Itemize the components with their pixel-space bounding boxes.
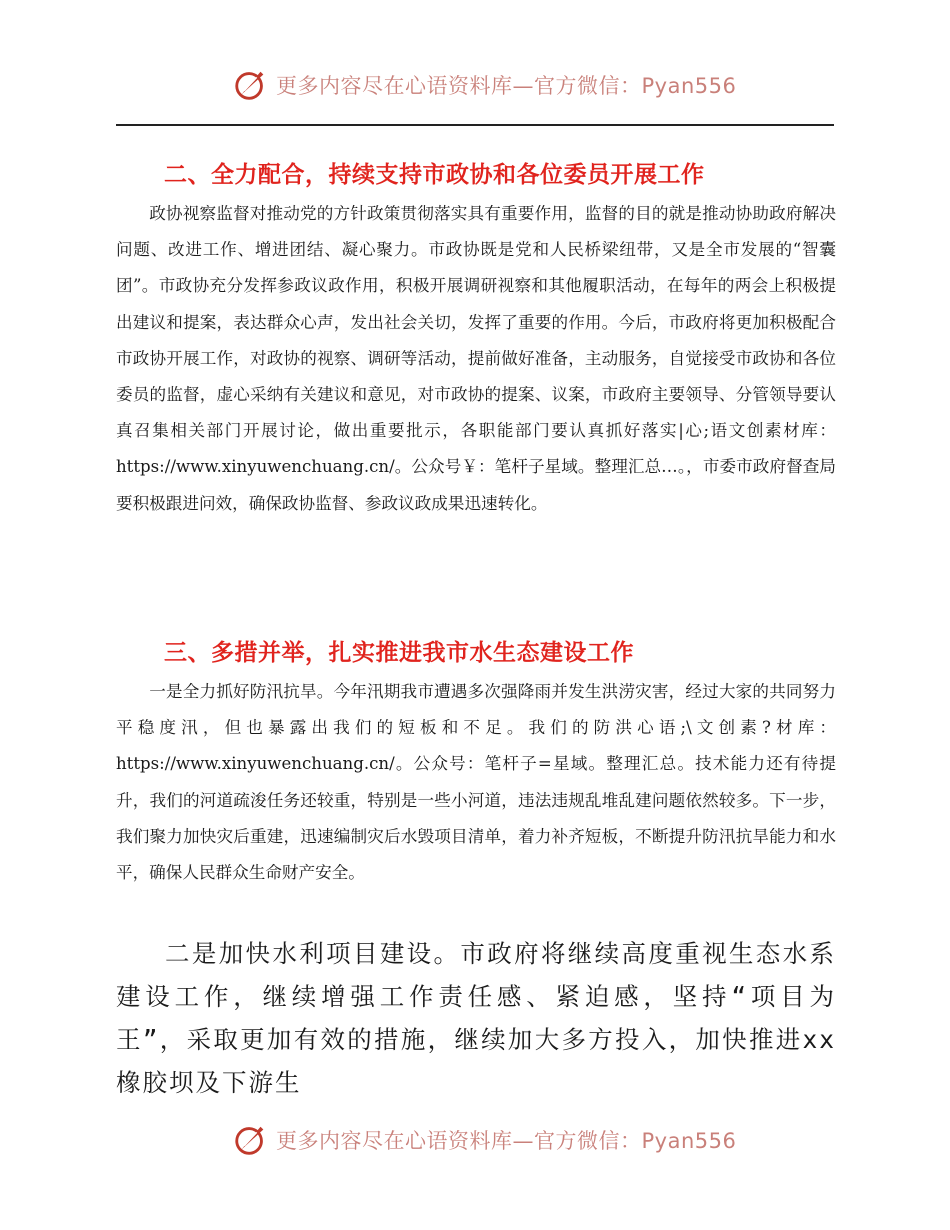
feather-circle-logo-icon: [232, 66, 270, 104]
header-banner-text: 更多内容尽在心语资料库—官方微信：Pyan556: [276, 74, 737, 98]
section-heading-2: 二、全力配合，持续支持市政协和各位委员开展工作: [164, 162, 705, 188]
section-3-paragraph-1: 一是全力抓好防汛抗旱。今年汛期我市遭遇多次强降雨并发生洪涝灾害，经过大家的共同努力平稳度汛，但也暴露出我们的短板和不足。我们的防洪心语;\文创素?材库：https://www.xinyuwenchuang.cn/。公众号：笔杆子=星域。整理汇总。技术能力还有待提升，我们的河道疏浚任务还较重，特别是一些小河道，违法违规乱堆乱建问题依然较多。下一步，我们聚力加快灾后重建，迅速编制灾后水毁项目清单，着力补齐短板，不断提升防汛抗旱能力和水平，确保人民群众生命财产安全。: [116, 682, 836, 883]
footer-banner: [232, 1121, 736, 1159]
section-heading-3: 三、多措并举，扎实推进我市水生态建设工作: [164, 640, 634, 666]
section-2-paragraph: 政协视察监督对推动党的方针政策贯彻落实具有重要作用，监督的目的就是推动协助政府解决问题、改进工作、增进团结、凝心聚力。市政协既是党和人民桥梁纽带，又是全市发展的“智囊团”。市政协充分发挥参政议政作用，积极开展调研视察和其他履职活动，在每年的两会上积极提出建议和提案，表达群众心声，发出社会关切，发挥了重要的作用。今后，市政府将更加积极配合市政协开展工作，对政协的视察、调研等活动，提前做好准备，主动服务，自觉接受市政协和各位委员的监督，虚心采纳有关建议和意见，对市政协的提案、议案，市政府主要领导、分管领导要认真召集相关部门开展讨论，做出重要批示，各职能部门要认真抓好落实|心;语文创素材库：https://www.xinyuwenchuang.cn/。公众号￥：笔杆子星域。整理汇总…。，市委市政府督查局要积极跟进问效，确保政协监督、参政议政成果迅速转化。: [116, 204, 836, 513]
header-banner: [232, 66, 736, 104]
footer-banner-text: 更多内容尽在心语资料库—官方微信：Pyan556: [276, 1129, 737, 1153]
header-divider: [116, 124, 834, 126]
feather-circle-logo-icon: [232, 1121, 270, 1159]
section-3-paragraph-2: 二是加快水利项目建设。市政府将继续高度重视生态水系建设工作，继续增强工作责任感、紧迫感，坚持“项目为王”，采取更加有效的措施，继续加大多方投入，加快推进xx橡胶坝及下游生: [116, 939, 836, 1097]
